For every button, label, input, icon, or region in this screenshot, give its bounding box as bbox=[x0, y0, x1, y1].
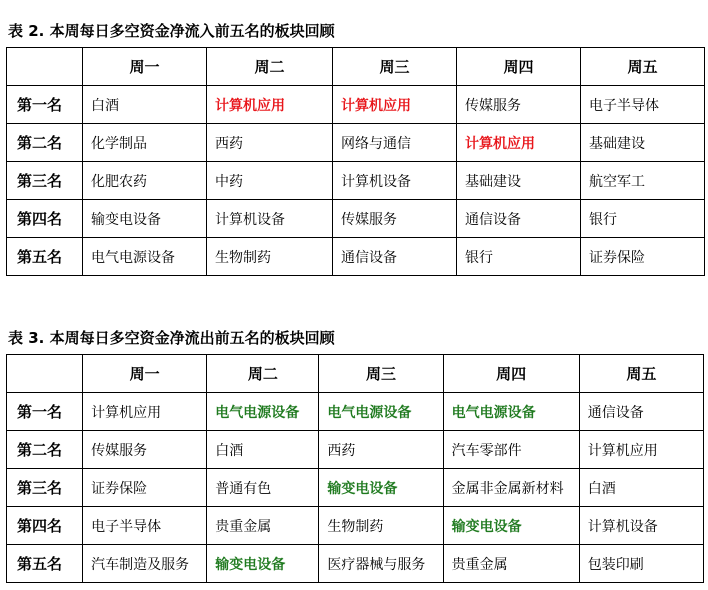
sector-cell: 基础建设 bbox=[581, 124, 705, 162]
sector-cell-highlighted: 计算机应用 bbox=[333, 86, 457, 124]
sector-cell-highlighted: 输变电设备 bbox=[443, 507, 579, 545]
rank-label: 第五名 bbox=[7, 238, 83, 276]
table-row bbox=[7, 124, 705, 162]
sector-cell-highlighted: 电气电源设备 bbox=[207, 393, 319, 431]
sector-cell: 传媒服务 bbox=[457, 86, 581, 124]
table-row bbox=[7, 469, 704, 507]
rank-label: 第一名 bbox=[7, 86, 83, 124]
rank-label: 第三名 bbox=[7, 469, 83, 507]
header-row bbox=[7, 48, 705, 86]
sector-cell-highlighted: 计算机应用 bbox=[207, 86, 333, 124]
col-header-mon: 周一 bbox=[83, 48, 207, 86]
sector-cell: 证券保险 bbox=[581, 238, 705, 276]
table-row bbox=[7, 162, 705, 200]
sector-cell: 证券保险 bbox=[83, 469, 207, 507]
sector-cell: 传媒服务 bbox=[83, 431, 207, 469]
sector-cell: 电子半导体 bbox=[83, 507, 207, 545]
sector-cell: 计算机应用 bbox=[579, 431, 703, 469]
rank-label: 第二名 bbox=[7, 431, 83, 469]
table-row bbox=[7, 200, 705, 238]
sector-cell: 通信设备 bbox=[333, 238, 457, 276]
sector-cell: 普通有色 bbox=[207, 469, 319, 507]
sector-cell: 计算机设备 bbox=[333, 162, 457, 200]
sector-cell: 航空军工 bbox=[581, 162, 705, 200]
sector-cell: 化肥农药 bbox=[83, 162, 207, 200]
sector-cell: 银行 bbox=[457, 238, 581, 276]
sector-cell: 生物制药 bbox=[319, 507, 443, 545]
sector-cell: 汽车零部件 bbox=[443, 431, 579, 469]
sector-cell: 金属非金属新材料 bbox=[443, 469, 579, 507]
sector-cell: 通信设备 bbox=[579, 393, 703, 431]
rank-label: 第四名 bbox=[7, 200, 83, 238]
table-row bbox=[7, 393, 704, 431]
table-row bbox=[7, 238, 705, 276]
col-header-tue: 周二 bbox=[207, 355, 319, 393]
sector-cell: 银行 bbox=[581, 200, 705, 238]
sector-cell: 西药 bbox=[319, 431, 443, 469]
sector-cell: 网络与通信 bbox=[333, 124, 457, 162]
header-row bbox=[7, 355, 704, 393]
sector-cell: 电子半导体 bbox=[581, 86, 705, 124]
table-row bbox=[7, 545, 704, 583]
sector-cell: 计算机应用 bbox=[83, 393, 207, 431]
sector-cell: 生物制药 bbox=[207, 238, 333, 276]
sector-cell: 电气电源设备 bbox=[83, 238, 207, 276]
sector-cell: 通信设备 bbox=[457, 200, 581, 238]
sector-cell: 白酒 bbox=[83, 86, 207, 124]
rank-label: 第一名 bbox=[7, 393, 83, 431]
sector-cell: 白酒 bbox=[207, 431, 319, 469]
table-row bbox=[7, 507, 704, 545]
sector-cell-highlighted: 电气电源设备 bbox=[319, 393, 443, 431]
col-header-thu: 周四 bbox=[443, 355, 579, 393]
inflow-table bbox=[6, 47, 705, 276]
sector-cell: 计算机设备 bbox=[207, 200, 333, 238]
sector-cell: 输变电设备 bbox=[83, 200, 207, 238]
sector-cell: 基础建设 bbox=[457, 162, 581, 200]
col-header-fri: 周五 bbox=[579, 355, 703, 393]
sector-cell: 贵重金属 bbox=[443, 545, 579, 583]
sector-cell: 贵重金属 bbox=[207, 507, 319, 545]
sector-cell-highlighted: 计算机应用 bbox=[457, 124, 581, 162]
sector-cell-highlighted: 输变电设备 bbox=[319, 469, 443, 507]
rank-label: 第三名 bbox=[7, 162, 83, 200]
sector-cell: 计算机设备 bbox=[579, 507, 703, 545]
table-row bbox=[7, 86, 705, 124]
sector-cell: 传媒服务 bbox=[333, 200, 457, 238]
table-row bbox=[7, 431, 704, 469]
col-header-tue: 周二 bbox=[207, 48, 333, 86]
sector-cell-highlighted: 电气电源设备 bbox=[443, 393, 579, 431]
col-header-thu: 周四 bbox=[457, 48, 581, 86]
sector-cell: 医疗器械与服务 bbox=[319, 545, 443, 583]
rank-label: 第五名 bbox=[7, 545, 83, 583]
col-header-wed: 周三 bbox=[333, 48, 457, 86]
col-header-wed: 周三 bbox=[319, 355, 443, 393]
rank-label: 第四名 bbox=[7, 507, 83, 545]
sector-cell: 化学制品 bbox=[83, 124, 207, 162]
outflow-table bbox=[6, 354, 704, 583]
sector-cell: 白酒 bbox=[579, 469, 703, 507]
sector-cell-highlighted: 输变电设备 bbox=[207, 545, 319, 583]
sector-cell: 西药 bbox=[207, 124, 333, 162]
corner-cell bbox=[7, 48, 83, 86]
rank-label: 第二名 bbox=[7, 124, 83, 162]
table3-caption: 表 3. 本周每日多空资金净流出前五名的板块回顾 bbox=[8, 329, 335, 347]
sector-cell: 包装印刷 bbox=[579, 545, 703, 583]
col-header-fri: 周五 bbox=[581, 48, 705, 86]
table2-caption: 表 2. 本周每日多空资金净流入前五名的板块回顾 bbox=[8, 22, 335, 40]
corner-cell bbox=[7, 355, 83, 393]
sector-cell: 汽车制造及服务 bbox=[83, 545, 207, 583]
sector-cell: 中药 bbox=[207, 162, 333, 200]
col-header-mon: 周一 bbox=[83, 355, 207, 393]
